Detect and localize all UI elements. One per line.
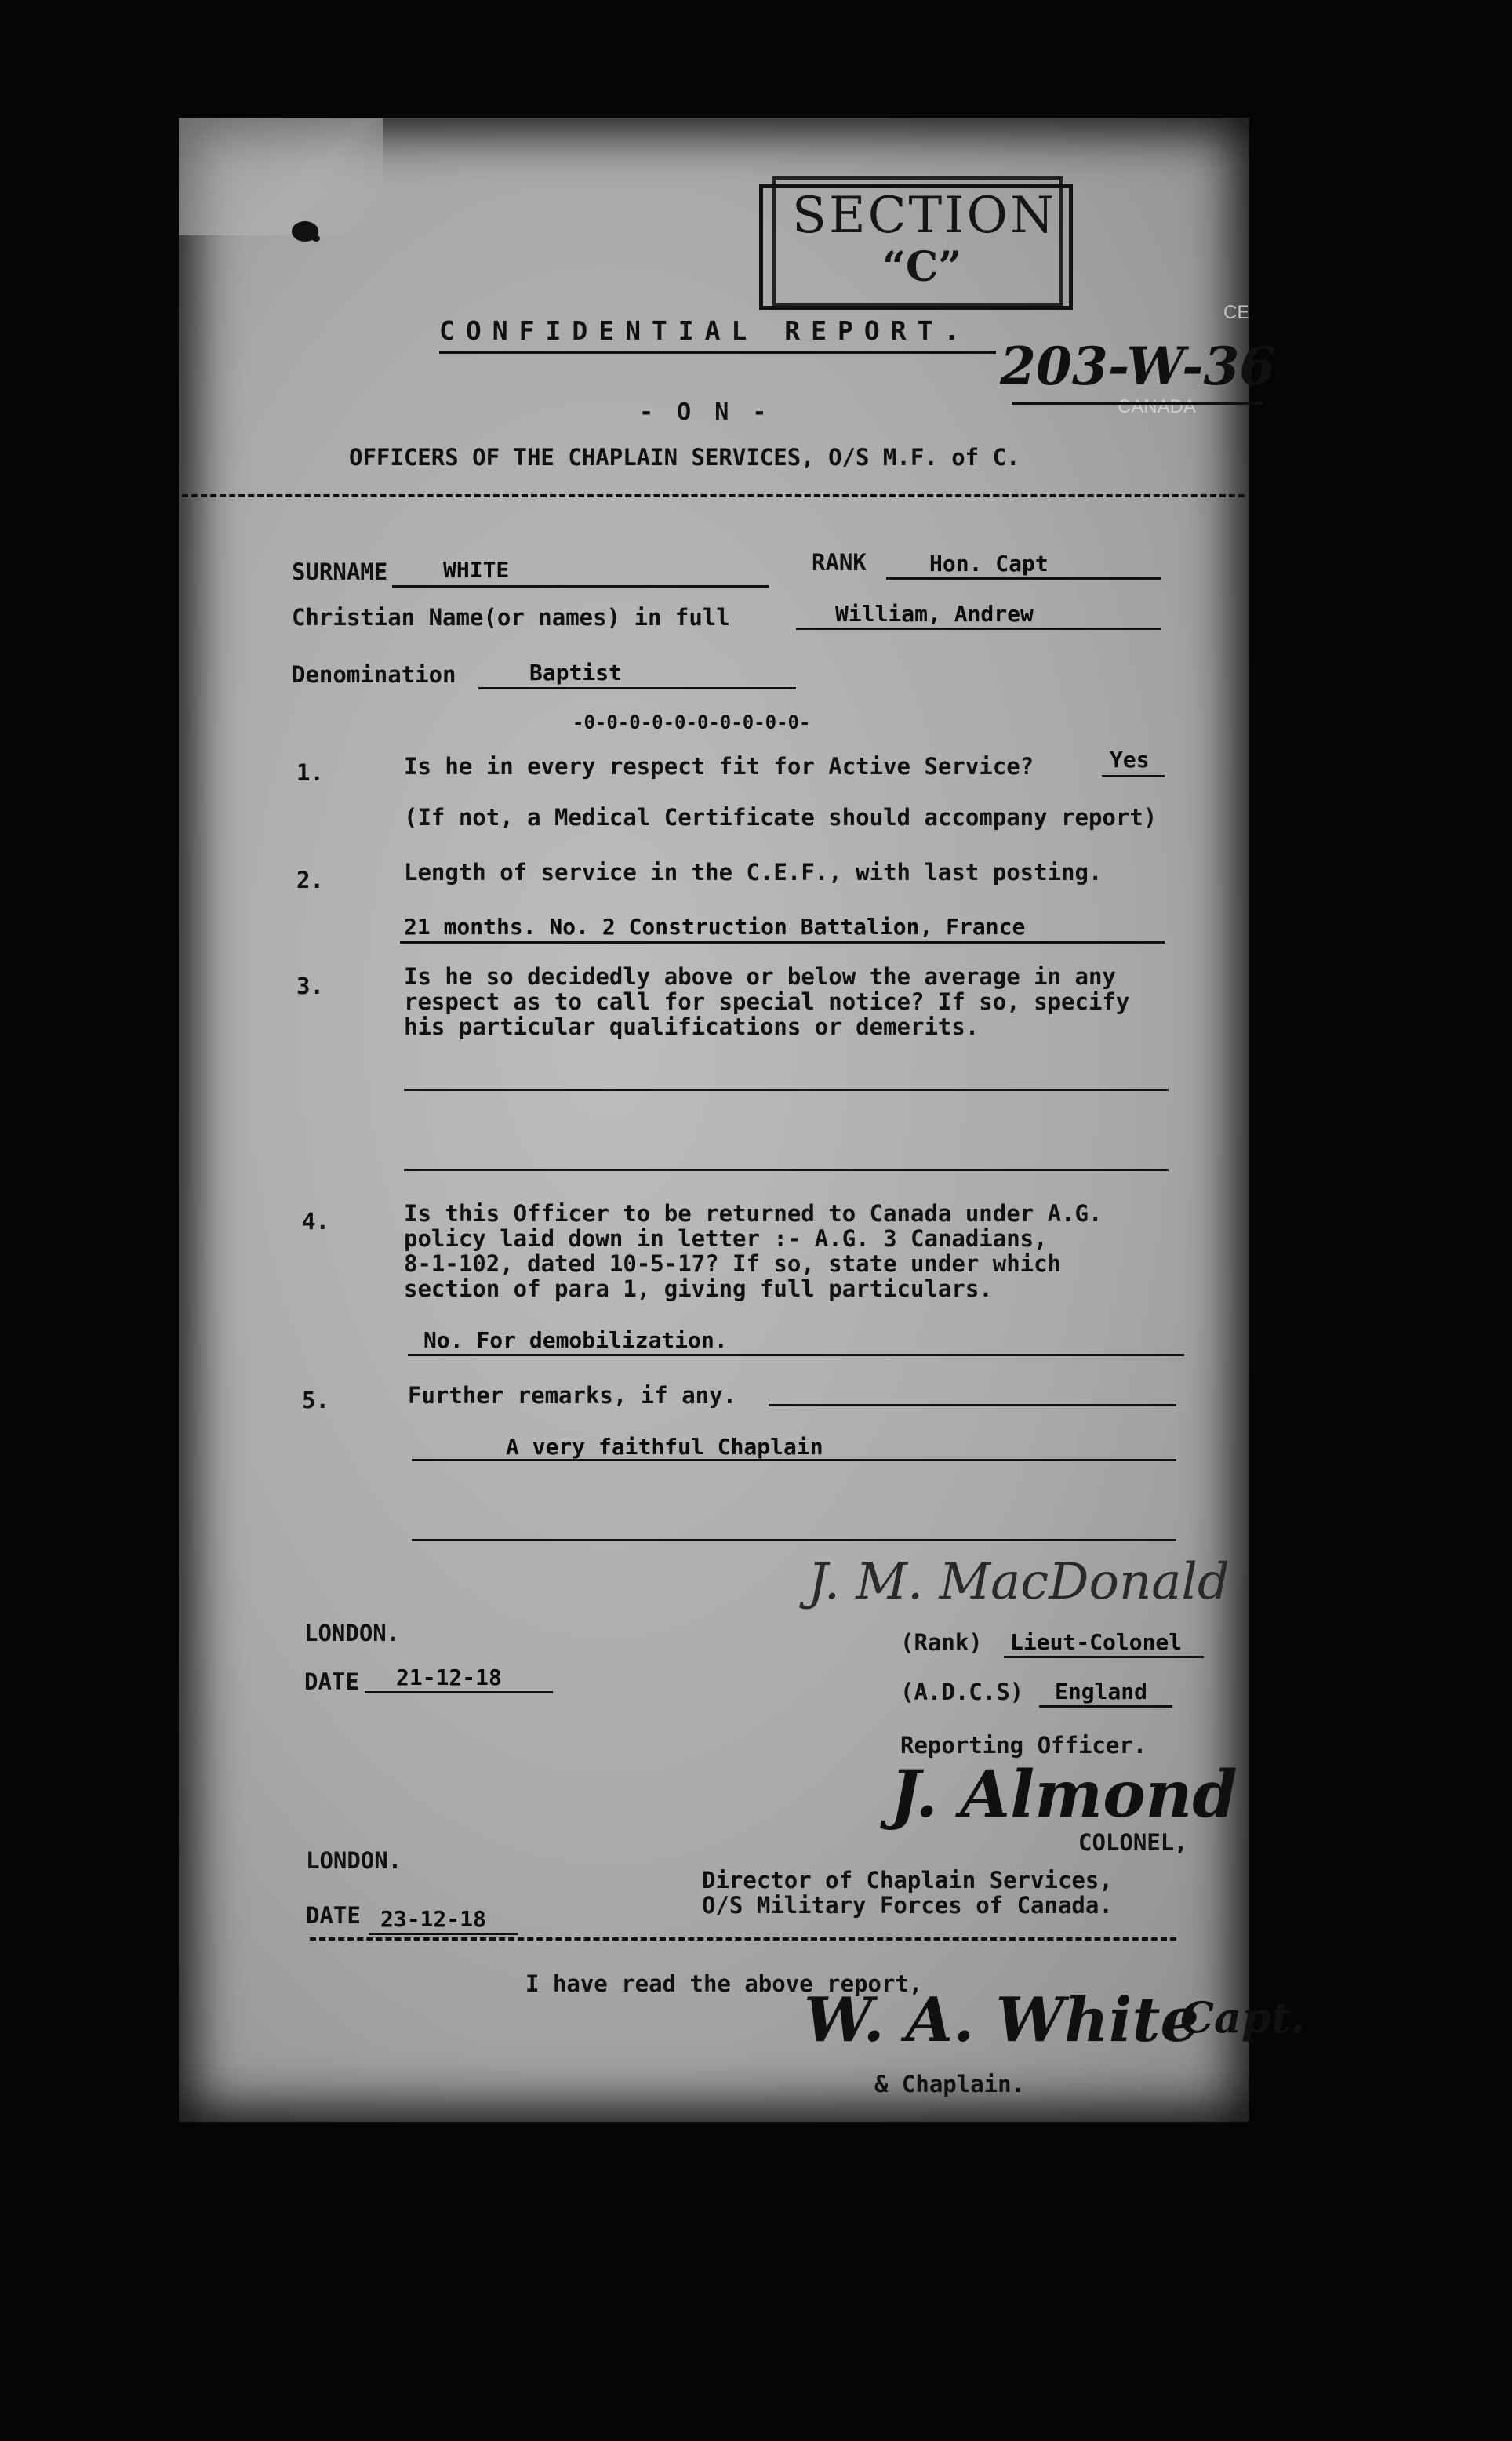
acknowledgement-text: I have read the above report, <box>525 1970 923 1997</box>
chaplain-label: & Chaplain. <box>874 2071 1026 2097</box>
report2-place: LONDON. <box>306 1847 402 1874</box>
director-signature: J. Almond <box>890 1757 1238 1832</box>
question-1-answer: Yes <box>1110 747 1150 773</box>
officer-signature: W. A. White <box>804 1984 1200 2056</box>
header-rule <box>182 494 1245 497</box>
report1-adcs-value: England <box>1055 1679 1148 1704</box>
question-3-line-2: respect as to call for special notice? If so, specify <box>404 988 1130 1015</box>
question-4-line <box>408 1354 1184 1356</box>
surname-line <box>392 585 769 588</box>
question-4-number: 4. <box>302 1208 329 1235</box>
report-subtitle: OFFICERS OF THE CHAPLAIN SERVICES, O/S M.F. of C. <box>349 444 1020 471</box>
denomination-line <box>478 687 796 689</box>
report1-date-value: 21-12-18 <box>396 1664 502 1690</box>
question-1-text: Is he in every respect fit for Active Service? <box>404 753 1034 780</box>
surname-label: SURNAME <box>292 558 388 585</box>
report1-adcs-line <box>1039 1705 1172 1708</box>
question-4-answer: No. For demobilization. <box>423 1327 728 1353</box>
report1-date-label: DATE <box>304 1668 359 1695</box>
question-2-line <box>400 941 1165 944</box>
christian-name-value: William, Andrew <box>835 601 1034 627</box>
report-title: CONFIDENTIAL REPORT. <box>439 315 971 346</box>
archive-stamp-line1: CE <box>1223 302 1250 323</box>
question-5-line-c <box>412 1539 1176 1541</box>
question-5-line-a <box>769 1404 1176 1406</box>
question-4-line-2: policy laid down in letter :- A.G. 3 Canadians, <box>404 1225 1048 1252</box>
file-number: 203-W-36 <box>1000 336 1276 397</box>
question-3-line-a <box>404 1089 1169 1091</box>
report1-date-line <box>365 1691 553 1693</box>
question-2-text: Length of service in the C.E.F., with last posting. <box>404 859 1103 886</box>
report1-rank-value: Lieut-Colonel <box>1010 1629 1183 1655</box>
divider: -0-0-0-0-0-0-0-0-0-0- <box>572 711 811 733</box>
stamp-section-text: SECTION <box>792 187 1056 245</box>
report1-rank-line <box>1004 1656 1204 1658</box>
report1-place: LONDON. <box>304 1620 401 1646</box>
christian-name-line <box>796 628 1161 630</box>
archive-stamp-line2: CANADA <box>1118 396 1197 417</box>
report1-rank-label: (Rank) <box>900 1629 983 1656</box>
question-5-text: Further remarks, if any. <box>408 1382 737 1409</box>
question-2-number: 2. <box>296 867 324 893</box>
denomination-label: Denomination <box>292 661 456 688</box>
question-5-answer: A very faithful Chaplain <box>506 1434 823 1460</box>
page-fold <box>179 118 383 235</box>
report2-date-line <box>369 1933 518 1935</box>
denomination-value: Baptist <box>529 660 623 686</box>
question-2-answer: 21 months. No. 2 Construction Battalion, France <box>404 914 1026 940</box>
question-5-number: 5. <box>302 1387 329 1413</box>
report2-date-label: DATE <box>306 1902 361 1929</box>
question-1-note: (If not, a Medical Certificate should accompany report) <box>404 804 1158 831</box>
director-rule <box>310 1937 1176 1941</box>
officer-signature-suffix: Capt. <box>1180 1992 1306 2043</box>
question-1-number: 1. <box>296 759 324 786</box>
surname-value: WHITE <box>443 557 510 583</box>
report2-date-value: 23-12-18 <box>380 1906 486 1932</box>
question-3-line-3: his particular qualifications or demerits. <box>404 1013 980 1040</box>
director-title-line-2: O/S Military Forces of Canada. <box>702 1892 1113 1919</box>
stamp-letter: “C” <box>882 243 962 291</box>
on-heading: - O N - <box>639 398 772 426</box>
director-title-line-1: Director of Chaplain Services, <box>702 1867 1113 1894</box>
question-3-line-1: Is he so decidedly above or below the average in any <box>404 963 1116 990</box>
reporting-officer-signature: J. M. MacDonald <box>808 1553 1230 1611</box>
question-4-line-4: section of para 1, giving full particulars. <box>404 1275 993 1302</box>
question-3-line-b <box>404 1169 1169 1171</box>
christian-name-label: Christian Name(or names) in full <box>292 604 730 631</box>
rank-label: RANK <box>812 549 867 576</box>
report1-adcs-label: (A.D.C.S) <box>900 1679 1024 1705</box>
question-4-line-3: 8-1-102, dated 10-5-17? If so, state under which <box>404 1250 1062 1277</box>
question-3-number: 3. <box>296 973 324 999</box>
title-underline <box>439 351 996 354</box>
report2-rank: COLONEL, <box>1078 1829 1188 1856</box>
reporting-officer-label: Reporting Officer. <box>900 1732 1147 1759</box>
rank-line <box>886 577 1161 580</box>
question-1-line <box>1102 775 1165 777</box>
rank-value: Hon. Capt <box>929 551 1049 577</box>
question-5-line-b <box>412 1459 1176 1461</box>
ink-blot <box>312 235 320 242</box>
file-number-underline <box>1012 402 1263 405</box>
question-4-line-1: Is this Officer to be returned to Canada under A.G. <box>404 1200 1103 1227</box>
